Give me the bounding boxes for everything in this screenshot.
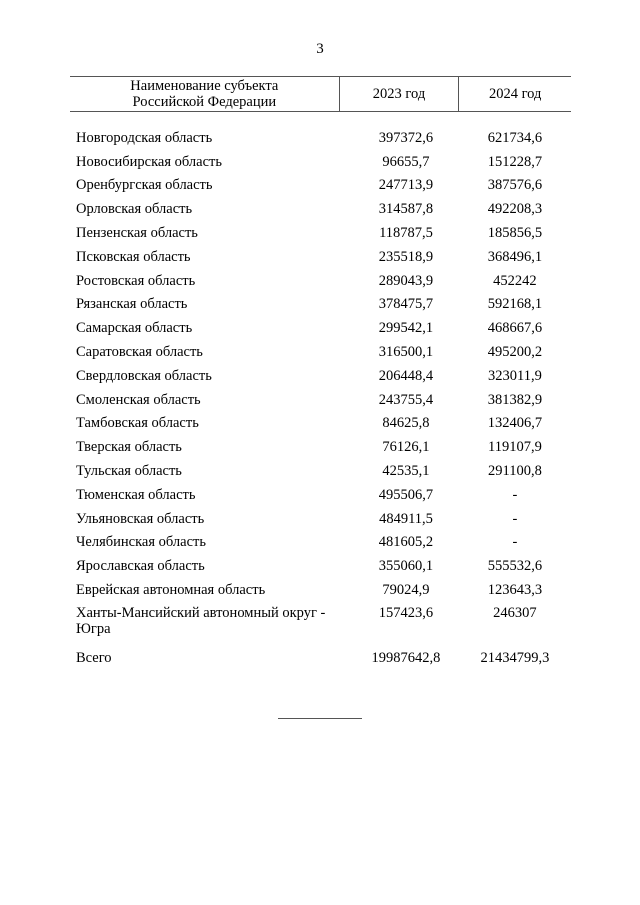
value-2023: 378475,7 [378, 296, 434, 313]
value-2023: 299542,1 [378, 320, 434, 337]
table-row [70, 221, 571, 245]
table-body [70, 112, 571, 671]
region-name: Пензенская область [76, 225, 198, 242]
header-year-2023: 2023 год [339, 77, 459, 112]
region-name: Ульяновская область [76, 510, 205, 527]
value-2023: 96655,7 [382, 153, 430, 170]
value-2023: 314587,8 [378, 201, 434, 218]
table-row [70, 459, 571, 483]
table-row [70, 269, 571, 293]
budget-table [70, 76, 571, 671]
region-name: Новгородская область [76, 129, 213, 146]
region-name: Свердловская область [76, 367, 212, 384]
value-2023: 484911,5 [379, 510, 433, 527]
table-row [70, 150, 571, 174]
total-2023: 19987642,8 [371, 649, 441, 666]
value-2024: 621734,6 [487, 129, 543, 146]
value-2023: 157423,6 [378, 604, 434, 621]
value-2024: 323011,9 [488, 367, 542, 384]
value-2023: 397372,6 [378, 129, 434, 146]
value-2024: - [512, 534, 518, 551]
value-2023: 481605,2 [378, 534, 434, 551]
value-2023: 247713,9 [378, 177, 434, 194]
total-row [70, 645, 571, 671]
page-number: 3 [316, 41, 324, 57]
total-2024: 21434799,3 [480, 649, 550, 666]
region-name: Ростовская область [76, 272, 196, 289]
region-name: Рязанская область [76, 296, 188, 313]
value-2023: 289043,9 [378, 272, 434, 289]
table-row [70, 578, 571, 602]
region-name: Саратовская область [76, 344, 203, 361]
table-header [70, 77, 571, 112]
value-2023: 355060,1 [378, 558, 434, 575]
header-subject-name [70, 77, 339, 112]
value-2023: 243755,4 [378, 391, 434, 408]
value-2024: 291100,8 [488, 463, 542, 480]
region-name: Тамбовская область [76, 415, 199, 432]
value-2024: 246307 [493, 604, 537, 621]
total-label: Всего [76, 649, 112, 666]
header-spacer [70, 112, 571, 127]
header-year-2024: 2024 год [459, 77, 571, 112]
header-subject-name-line1: Наименование субъекта [130, 78, 279, 94]
table-row [70, 245, 571, 269]
value-2023: 118787,5 [379, 225, 433, 242]
table-row [70, 483, 571, 507]
region-name: Тверская область [76, 439, 182, 456]
region-name: Оренбургская область [76, 177, 213, 194]
value-2024: 381382,9 [487, 391, 543, 408]
table-row [70, 412, 571, 436]
table-row [70, 197, 571, 221]
value-2024: 495200,2 [487, 344, 543, 361]
value-2024: 368496,1 [487, 248, 543, 265]
region-name: Новосибирская область [76, 153, 222, 170]
region-name: Псковская область [76, 248, 191, 265]
region-name: Самарская область [76, 320, 193, 337]
value-2024: 185856,5 [487, 225, 543, 242]
table-row [70, 364, 571, 388]
table-row [70, 507, 571, 531]
end-divider [278, 718, 362, 719]
value-2023: 76126,1 [382, 439, 430, 456]
value-2024: 132406,7 [487, 415, 543, 432]
value-2024: - [512, 510, 518, 527]
region-name [70, 602, 339, 645]
value-2023: 316500,1 [378, 344, 434, 361]
value-2024: 151228,7 [487, 153, 543, 170]
header-row [70, 77, 571, 112]
region-name: Смоленская область [76, 391, 201, 408]
value-2023: 84625,8 [382, 415, 430, 432]
value-2024: - [512, 486, 518, 503]
value-2023: 235518,9 [378, 248, 434, 265]
table-row [70, 554, 571, 578]
header-subject-name-line2: Российской Федерации [132, 94, 277, 110]
value-2024: 387576,6 [487, 177, 543, 194]
value-2023: 79024,9 [382, 582, 430, 599]
region-name: Тульская область [76, 463, 182, 480]
value-2024: 592168,1 [487, 296, 543, 313]
value-2024: 468667,6 [487, 320, 543, 337]
region-name: Еврейская автономная область [76, 582, 266, 599]
region-name: Ярославская область [76, 558, 205, 575]
value-2024: 555532,6 [487, 558, 543, 575]
value-2023: 42535,1 [382, 463, 430, 480]
region-name: Тюменская область [76, 486, 196, 503]
value-2024: 492208,3 [487, 201, 543, 218]
table-row [70, 435, 571, 459]
value-2024: 123643,3 [487, 582, 543, 599]
table-row [70, 340, 571, 364]
value-2024: 452242 [493, 272, 537, 289]
table-row [70, 174, 571, 198]
table-row [70, 602, 571, 645]
region-name-line2: Югра [76, 620, 111, 637]
value-2023: 206448,4 [378, 367, 434, 384]
table-row [70, 388, 571, 412]
table-row [70, 316, 571, 340]
table-row [70, 293, 571, 317]
region-name: Орловская область [76, 201, 193, 218]
value-2024: 119107,9 [488, 439, 542, 456]
value-2023: 495506,7 [378, 486, 434, 503]
table-row [70, 126, 571, 150]
region-name: Челябинская область [76, 534, 206, 551]
table-row [70, 531, 571, 555]
region-name-line1: Ханты-Мансийский автономный округ - [76, 604, 326, 621]
budget-table-container [70, 76, 571, 671]
